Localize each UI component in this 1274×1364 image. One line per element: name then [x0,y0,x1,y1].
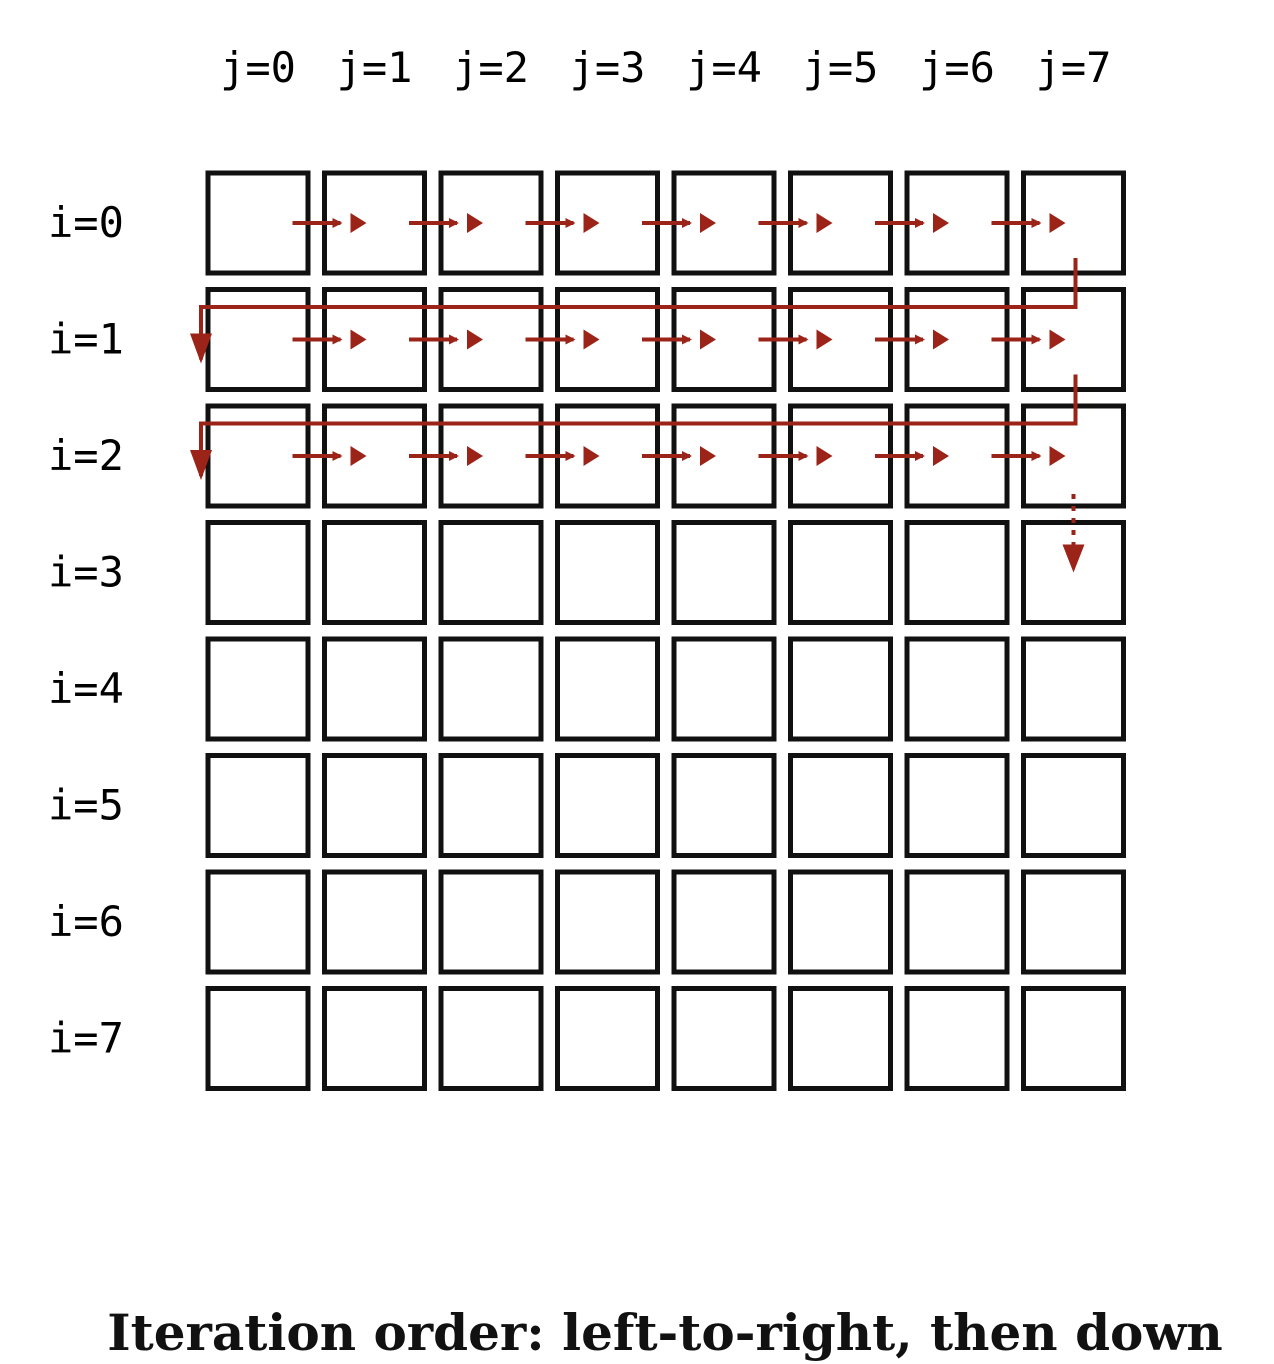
row-labels [48,198,124,1063]
row-label: i=4 [48,664,124,713]
row-label: i=1 [48,314,124,364]
row-label: i=2 [48,431,124,480]
row-label: i=5 [48,780,124,830]
grid-cell [674,523,774,623]
grid-cell [907,872,1007,972]
grid-cell [325,756,425,856]
grid-cell [907,523,1007,623]
grid-cell [441,639,541,739]
column-label: j=6 [919,43,995,92]
grid-cell [325,639,425,739]
grid-cell [791,639,891,739]
column-label: j=3 [569,43,646,92]
row-label: i=3 [48,547,124,597]
grid-cell [558,523,658,623]
grid-cell [558,872,658,972]
grid-cell [674,756,774,856]
grid-cell [674,639,774,739]
grid-cell [325,523,425,623]
column-label: j=5 [802,43,879,92]
grid-cell [441,872,541,972]
grid-cell [907,989,1007,1089]
grid-cell [907,639,1007,739]
grid-cell [208,872,308,972]
grid-cells [208,173,1124,1089]
grid-cell [791,756,891,856]
row-label: i=0 [48,198,124,247]
grid-cell [208,756,308,856]
grid-cell [791,989,891,1089]
grid-cell [674,872,774,972]
grid-cell [791,523,891,623]
row-label: i=7 [48,1013,124,1063]
grid-cell [791,872,891,972]
grid-cell [325,872,425,972]
grid-cell [208,989,308,1089]
grid-cell [558,639,658,739]
grid-cell [325,989,425,1089]
grid-cell [1024,756,1124,856]
column-label: j=7 [1035,43,1112,92]
grid-cell [208,639,308,739]
column-label: j=4 [686,43,762,92]
grid-cell [907,756,1007,856]
grid-cell [1024,872,1124,972]
grid-cell [441,523,541,623]
grid-cell [441,756,541,856]
column-label: j=1 [336,43,413,92]
grid-cell [558,989,658,1089]
grid-cell [208,523,308,623]
grid-cell [441,989,541,1089]
column-label: j=0 [220,43,296,92]
row-label: i=6 [48,897,124,946]
grid-cell [558,756,658,856]
column-label: j=2 [453,43,529,92]
grid-cell [1024,639,1124,739]
grid-cell [674,989,774,1089]
grid-cell [1024,989,1124,1089]
column-labels [220,43,1111,92]
caption: Iteration order: left-to-right, then down [107,1303,1223,1362]
